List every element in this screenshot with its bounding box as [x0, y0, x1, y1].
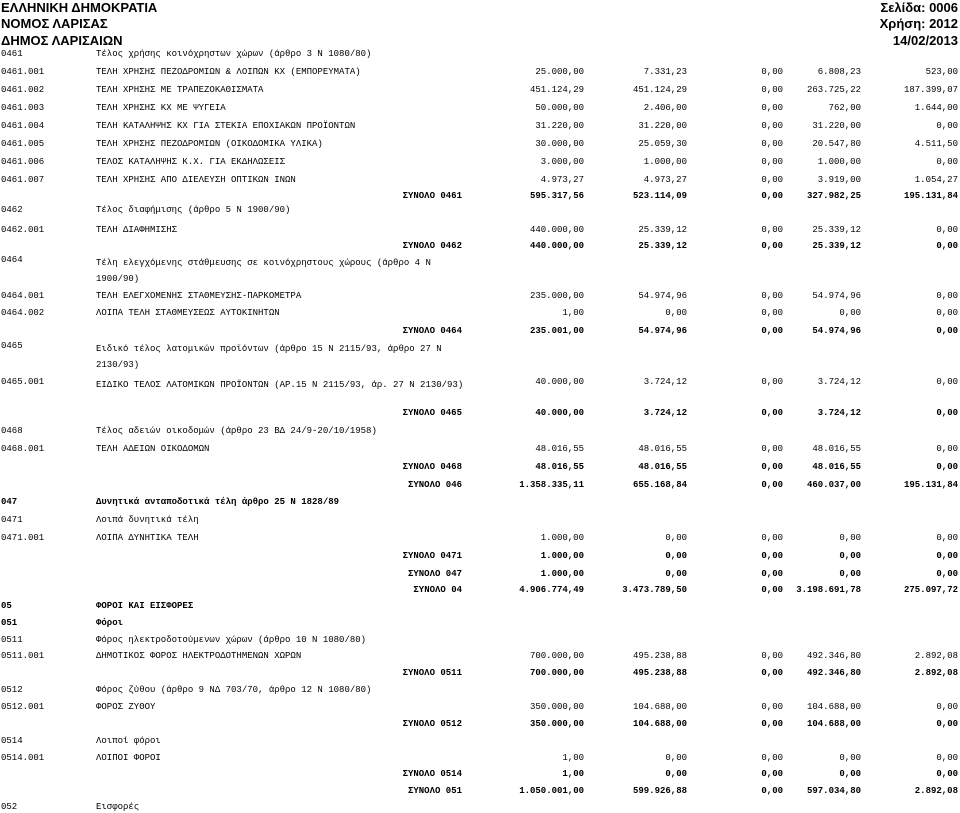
account-description: ΤΕΛΗ ΧΡΗΣΗΣ ΠΕΖΟΔΡΟΜΙΩΝ (ΟΙΚΟΔΟΜΙΚΑ ΥΛΙΚΑ) [96, 139, 323, 149]
report-date: 14/02/2013 [892, 33, 958, 48]
amount-col-4: 0,00 [839, 551, 861, 561]
account-description: ΤΕΛΗ ΑΔΕΙΩΝ ΟΙΚΟΔΟΜΩΝ [96, 444, 210, 454]
amount-col-4: 0,00 [839, 753, 861, 763]
account-description: ΤΕΛΗ ΧΡΗΣΗΣ ΚΧ ΜΕ ΨΥΓΕΙΑ [96, 103, 226, 113]
amount-col-1: 4.973,27 [540, 175, 584, 185]
account-code: 0465.001 [1, 377, 45, 387]
account-code: 0461 [1, 49, 23, 59]
amount-col-5: 187.399,07 [903, 85, 958, 95]
amount-col-3: 0,00 [761, 291, 783, 301]
amount-col-3: 0,00 [761, 103, 783, 113]
amount-col-5: 1.054,27 [914, 175, 958, 185]
amount-col-3: 0,00 [761, 569, 783, 579]
account-code: 0461.003 [1, 103, 45, 113]
amount-col-5: 0,00 [936, 769, 958, 779]
amount-col-4: 48.016,55 [812, 462, 861, 472]
account-code: 0461.002 [1, 85, 45, 95]
amount-col-2: 495.238,88 [632, 668, 687, 678]
account-description: ΤΕΛΗ ΧΡΗΣΗΣ ΠΕΖΟΔΡΟΜΙΩΝ & ΛΟΙΠΩΝ ΚΧ (ΕΜΠΟΡΕΥΜΑΤΑ) [96, 67, 361, 77]
amount-col-5: 0,00 [936, 157, 958, 167]
total-label: ΣΥΝΟΛΟ 0468 [402, 462, 462, 472]
amount-col-2: 4.973,27 [643, 175, 687, 185]
amount-col-4: 327.982,25 [806, 191, 861, 201]
amount-col-1: 235.000,00 [529, 291, 584, 301]
amount-col-1: 700.000,00 [529, 668, 584, 678]
amount-col-5: 195.131,84 [903, 191, 958, 201]
account-description: Ειδικό τέλος λατομικών προϊόντων (άρθρο 15 Ν 2115/93, άρθρο 27 Ν 2130/93) [96, 344, 442, 370]
amount-col-1: 25.000,00 [535, 67, 584, 77]
total-label: ΣΥΝΟΛΟ 0512 [402, 719, 462, 729]
total-label: ΣΥΝΟΛΟ 0461 [402, 191, 462, 201]
prefecture-label: ΝΟΜΟΣ ΛΑΡΙΣΑΣ [1, 16, 108, 31]
amount-col-5: 4.511,50 [914, 139, 958, 149]
account-code: 0465 [1, 341, 23, 351]
amount-col-1: 1.050.001,00 [519, 786, 584, 796]
fiscal-year: Χρήση: 2012 [879, 16, 958, 31]
amount-col-5: 0,00 [936, 326, 958, 336]
amount-col-5: 0,00 [936, 551, 958, 561]
amount-col-2: 48.016,55 [638, 444, 687, 454]
amount-col-3: 0,00 [761, 85, 783, 95]
account-code: 0461.001 [1, 67, 45, 77]
amount-col-2: 104.688,00 [632, 702, 687, 712]
municipality-label: ΔΗΜΟΣ ΛΑΡΙΣΑΙΩΝ [1, 33, 123, 48]
amount-col-5: 2.892,08 [914, 668, 958, 678]
account-code: 0514.001 [1, 753, 45, 763]
account-description: ΤΕΛΗ ΔΙΑΦΗΜΙΣΗΣ [96, 225, 178, 235]
account-code: 0461.004 [1, 121, 45, 131]
amount-col-2: 31.220,00 [638, 121, 687, 131]
account-description: Φόρος ηλεκτροδοτούμενων χώρων (άρθρο 10 Ν 1080/80) [96, 635, 367, 645]
total-label: ΣΥΝΟΛΟ 0511 [402, 668, 462, 678]
amount-col-1: 1.358.335,11 [519, 480, 584, 490]
amount-col-3: 0,00 [761, 308, 783, 318]
amount-col-4: 460.037,00 [806, 480, 861, 490]
amount-col-5: 0,00 [936, 121, 958, 131]
account-description: ΕΙΔΙΚΟ ΤΕΛΟΣ ΛΑΤΟΜΙΚΩΝ ΠΡΟΪΟΝΤΩΝ (ΑΡ.15 Ν 2115/93, άρ. 27 Ν 2130/93) [96, 380, 464, 390]
amount-col-2: 0,00 [665, 769, 687, 779]
amount-col-2: 655.168,84 [632, 480, 687, 490]
amount-col-4: 263.725,22 [806, 85, 861, 95]
amount-col-1: 1.000,00 [540, 569, 584, 579]
amount-col-2: 0,00 [665, 551, 687, 561]
amount-col-1: 4.906.774,49 [519, 585, 584, 595]
amount-col-5: 2.892,08 [914, 651, 958, 661]
account-code: 051 [1, 618, 18, 628]
account-code: 0468.001 [1, 444, 45, 454]
amount-col-2: 7.331,23 [643, 67, 687, 77]
amount-col-4: 6.808,23 [817, 67, 861, 77]
account-description: ΤΕΛΟΣ ΚΑΤΑΛΗΨΗΣ Κ.Χ. ΓΙΑ ΕΚΔΗΛΩΣΕΙΣ [96, 157, 286, 167]
account-description: Λοιπά δυνητικά τέλη [96, 515, 199, 525]
account-code: 0462 [1, 205, 23, 215]
total-label: ΣΥΝΟΛΟ 0514 [402, 769, 462, 779]
amount-col-3: 0,00 [761, 651, 783, 661]
amount-col-1: 50.000,00 [535, 103, 584, 113]
amount-col-1: 440.000,00 [529, 225, 584, 235]
amount-col-4: 54.974,96 [812, 326, 861, 336]
account-description: ΤΕΛΗ ΧΡΗΣΗΣ ΜΕ ΤΡΑΠΕΖΟΚΑΘΙΣΜΑΤΑ [96, 85, 264, 95]
amount-col-5: 0,00 [936, 241, 958, 251]
account-description: Τέλος χρήσης κοινόχρηστων χώρων (άρθρο 3 Ν 1080/80) [96, 49, 372, 59]
account-code: 047 [1, 497, 18, 507]
total-label: ΣΥΝΟΛΟ 0471 [402, 551, 462, 561]
account-description: ΛΟΙΠΟΙ ΦΟΡΟΙ [96, 753, 161, 763]
amount-col-4: 54.974,96 [812, 291, 861, 301]
amount-col-3: 0,00 [761, 241, 783, 251]
account-code: 0461.007 [1, 175, 45, 185]
amount-col-5: 0,00 [936, 753, 958, 763]
account-description: Τέλος αδειών οικοδομών (άρθρο 23 ΒΔ 24/9-20/10/1958) [96, 426, 377, 436]
amount-col-5: 0,00 [936, 569, 958, 579]
amount-col-1: 48.016,55 [535, 444, 584, 454]
amount-col-3: 0,00 [761, 480, 783, 490]
amount-col-3: 0,00 [761, 408, 783, 418]
amount-col-2: 0,00 [665, 569, 687, 579]
account-code: 0464.002 [1, 308, 45, 318]
amount-col-2: 104.688,00 [632, 719, 687, 729]
amount-col-3: 0,00 [761, 753, 783, 763]
amount-col-2: 25.339,12 [638, 225, 687, 235]
amount-col-2: 54.974,96 [638, 326, 687, 336]
amount-col-5: 0,00 [936, 377, 958, 387]
amount-col-3: 0,00 [761, 326, 783, 336]
amount-col-1: 1.000,00 [540, 551, 584, 561]
amount-col-3: 0,00 [761, 67, 783, 77]
amount-col-1: 1,00 [562, 769, 584, 779]
amount-col-4: 762,00 [828, 103, 861, 113]
amount-col-4: 104.688,00 [806, 702, 861, 712]
account-description: Λοιποί φόροι [96, 736, 161, 746]
amount-col-4: 48.016,55 [812, 444, 861, 454]
total-label: ΣΥΝΟΛΟ 0462 [402, 241, 462, 251]
account-description: ΛΟΙΠΑ ΔΥΝΗΤΙΚΑ ΤΕΛΗ [96, 533, 199, 543]
amount-col-3: 0,00 [761, 191, 783, 201]
account-code: 0461.005 [1, 139, 45, 149]
account-description: ΤΕΛΗ ΧΡΗΣΗΣ ΑΠΟ ΔΙΕΛΕΥΣΗ ΟΠΤΙΚΩΝ ΙΝΩΝ [96, 175, 296, 185]
amount-col-5: 195.131,84 [903, 480, 958, 490]
account-code: 0464.001 [1, 291, 45, 301]
account-description: ΤΕΛΗ ΚΑΤΑΛΗΨΗΣ ΚΧ ΓΙΑ ΣΤΕΚΙΑ ΕΠΟΧΙΑΚΩΝ ΠΡΟΪΟΝΤΩΝ [96, 121, 356, 131]
amount-col-4: 3.724,12 [817, 377, 861, 387]
amount-col-2: 0,00 [665, 533, 687, 543]
account-description: ΤΕΛΗ ΕΛΕΓΧΟΜΕΝΗΣ ΣΤΑΘΜΕΥΣΗΣ-ΠΑΡΚΟΜΕΤΡΑ [96, 291, 302, 301]
amount-col-5: 275.097,72 [903, 585, 958, 595]
amount-col-3: 0,00 [761, 786, 783, 796]
amount-col-2: 25.339,12 [638, 241, 687, 251]
account-description: Δυνητικά ανταποδοτικά τέλη άρθρο 25 Ν 1828/89 [96, 497, 340, 507]
total-label: ΣΥΝΟΛΟ 047 [407, 569, 462, 579]
amount-col-2: 3.473.789,50 [622, 585, 687, 595]
amount-col-1: 350.000,00 [529, 702, 584, 712]
country-label: ΕΛΛΗΝΙΚΗ ΔΗΜΟΚΡΑΤΙΑ [1, 0, 158, 15]
account-description: ΦΟΡΟΣ ΖΥΘΟΥ [96, 702, 156, 712]
amount-col-1: 40.000,00 [535, 377, 584, 387]
amount-col-4: 31.220,00 [812, 121, 861, 131]
amount-col-2: 3.724,12 [643, 377, 687, 387]
total-label: ΣΥΝΟΛΟ 051 [407, 786, 462, 796]
account-code: 052 [1, 802, 18, 812]
account-code: 0461.006 [1, 157, 45, 167]
amount-col-2: 0,00 [665, 308, 687, 318]
amount-col-4: 597.034,80 [806, 786, 861, 796]
amount-col-4: 0,00 [839, 569, 861, 579]
amount-col-1: 1,00 [562, 753, 584, 763]
account-code: 0514 [1, 736, 23, 746]
amount-col-4: 0,00 [839, 308, 861, 318]
amount-col-5: 0,00 [936, 444, 958, 454]
amount-col-5: 1.644,00 [914, 103, 958, 113]
amount-col-4: 25.339,12 [812, 241, 861, 251]
amount-col-3: 0,00 [761, 551, 783, 561]
amount-col-4: 1.000,00 [817, 157, 861, 167]
amount-col-3: 0,00 [761, 225, 783, 235]
total-label: ΣΥΝΟΛΟ 046 [407, 480, 462, 490]
amount-col-2: 0,00 [665, 753, 687, 763]
account-code: 0511 [1, 635, 23, 645]
amount-col-4: 3.724,12 [817, 408, 861, 418]
account-description: ΦΟΡΟΙ ΚΑΙ ΕΙΣΦΟΡΕΣ [96, 601, 194, 611]
amount-col-1: 40.000,00 [535, 408, 584, 418]
account-description: Τέλη ελεγχόμενης στάθμευσης σε κοινόχρηστους χώρους (άρθρο 4 Ν 1900/90) [96, 258, 431, 284]
amount-col-3: 0,00 [761, 702, 783, 712]
amount-col-1: 440.000,00 [529, 241, 584, 251]
amount-col-2: 54.974,96 [638, 291, 687, 301]
amount-col-3: 0,00 [761, 377, 783, 387]
amount-col-1: 30.000,00 [535, 139, 584, 149]
amount-col-1: 595.317,56 [529, 191, 584, 201]
amount-col-5: 0,00 [936, 719, 958, 729]
total-label: ΣΥΝΟΛΟ 0465 [402, 408, 462, 418]
amount-col-4: 492.346,80 [806, 651, 861, 661]
amount-col-1: 700.000,00 [529, 651, 584, 661]
amount-col-5: 0,00 [936, 533, 958, 543]
amount-col-1: 451.124,29 [529, 85, 584, 95]
amount-col-5: 2.892,08 [914, 786, 958, 796]
amount-col-2: 495.238,88 [632, 651, 687, 661]
amount-col-1: 235.001,00 [529, 326, 584, 336]
total-label: ΣΥΝΟΛΟ 04 [413, 585, 462, 595]
amount-col-3: 0,00 [761, 139, 783, 149]
account-code: 0471 [1, 515, 23, 525]
amount-col-1: 48.016,55 [535, 462, 584, 472]
amount-col-3: 0,00 [761, 585, 783, 595]
amount-col-5: 0,00 [936, 702, 958, 712]
amount-col-4: 3.919,00 [817, 175, 861, 185]
amount-col-4: 0,00 [839, 533, 861, 543]
amount-col-5: 0,00 [936, 408, 958, 418]
amount-col-3: 0,00 [761, 175, 783, 185]
amount-col-3: 0,00 [761, 462, 783, 472]
page-number: Σελίδα: 0006 [880, 0, 958, 15]
account-description: ΛΟΙΠΑ ΤΕΛΗ ΣΤΑΘΜΕΥΣΕΩΣ ΑΥΤΟΚΙΝΗΤΩΝ [96, 308, 280, 318]
amount-col-2: 48.016,55 [638, 462, 687, 472]
amount-col-2: 451.124,29 [632, 85, 687, 95]
amount-col-1: 350.000,00 [529, 719, 584, 729]
account-code: 0512 [1, 685, 23, 695]
amount-col-4: 104.688,00 [806, 719, 861, 729]
amount-col-1: 31.220,00 [535, 121, 584, 131]
amount-col-3: 0,00 [761, 157, 783, 167]
amount-col-2: 599.926,88 [632, 786, 687, 796]
amount-col-4: 3.198.691,78 [796, 585, 861, 595]
amount-col-4: 20.547,80 [812, 139, 861, 149]
account-code: 0471.001 [1, 533, 45, 543]
account-description: Εισφορές [96, 802, 140, 812]
amount-col-3: 0,00 [761, 719, 783, 729]
account-description: Φόρος ζύθου (άρθρο 9 ΝΔ 703/70, άρθρο 12 Ν 1080/80) [96, 685, 372, 695]
account-code: 0512.001 [1, 702, 45, 712]
account-code: 05 [1, 601, 12, 611]
amount-col-4: 25.339,12 [812, 225, 861, 235]
amount-col-3: 0,00 [761, 533, 783, 543]
amount-col-2: 523.114,09 [632, 191, 687, 201]
amount-col-3: 0,00 [761, 769, 783, 779]
amount-col-3: 0,00 [761, 121, 783, 131]
account-description: ΔΗΜΟΤΙΚΟΣ ΦΟΡΟΣ ΗΛΕΚΤΡΟΔΟΤΗΜΕΝΩΝ ΧΩΡΩΝ [96, 651, 302, 661]
amount-col-2: 2.406,00 [643, 103, 687, 113]
amount-col-5: 523,00 [925, 67, 958, 77]
account-code: 0464 [1, 255, 23, 265]
account-code: 0511.001 [1, 651, 45, 661]
amount-col-1: 1,00 [562, 308, 584, 318]
amount-col-3: 0,00 [761, 444, 783, 454]
amount-col-5: 0,00 [936, 225, 958, 235]
amount-col-5: 0,00 [936, 308, 958, 318]
account-code: 0468 [1, 426, 23, 436]
account-description: Φόροι [96, 618, 124, 628]
amount-col-5: 0,00 [936, 462, 958, 472]
amount-col-5: 0,00 [936, 291, 958, 301]
amount-col-2: 1.000,00 [643, 157, 687, 167]
amount-col-3: 0,00 [761, 668, 783, 678]
amount-col-2: 3.724,12 [643, 408, 687, 418]
amount-col-4: 0,00 [839, 769, 861, 779]
amount-col-2: 25.059,30 [638, 139, 687, 149]
total-label: ΣΥΝΟΛΟ 0464 [402, 326, 462, 336]
amount-col-1: 1.000,00 [540, 533, 584, 543]
amount-col-4: 492.346,80 [806, 668, 861, 678]
account-description: Τέλος διαφήμισης (άρθρο 5 Ν 1900/90) [96, 205, 291, 215]
amount-col-1: 3.000,00 [540, 157, 584, 167]
account-code: 0462.001 [1, 225, 45, 235]
